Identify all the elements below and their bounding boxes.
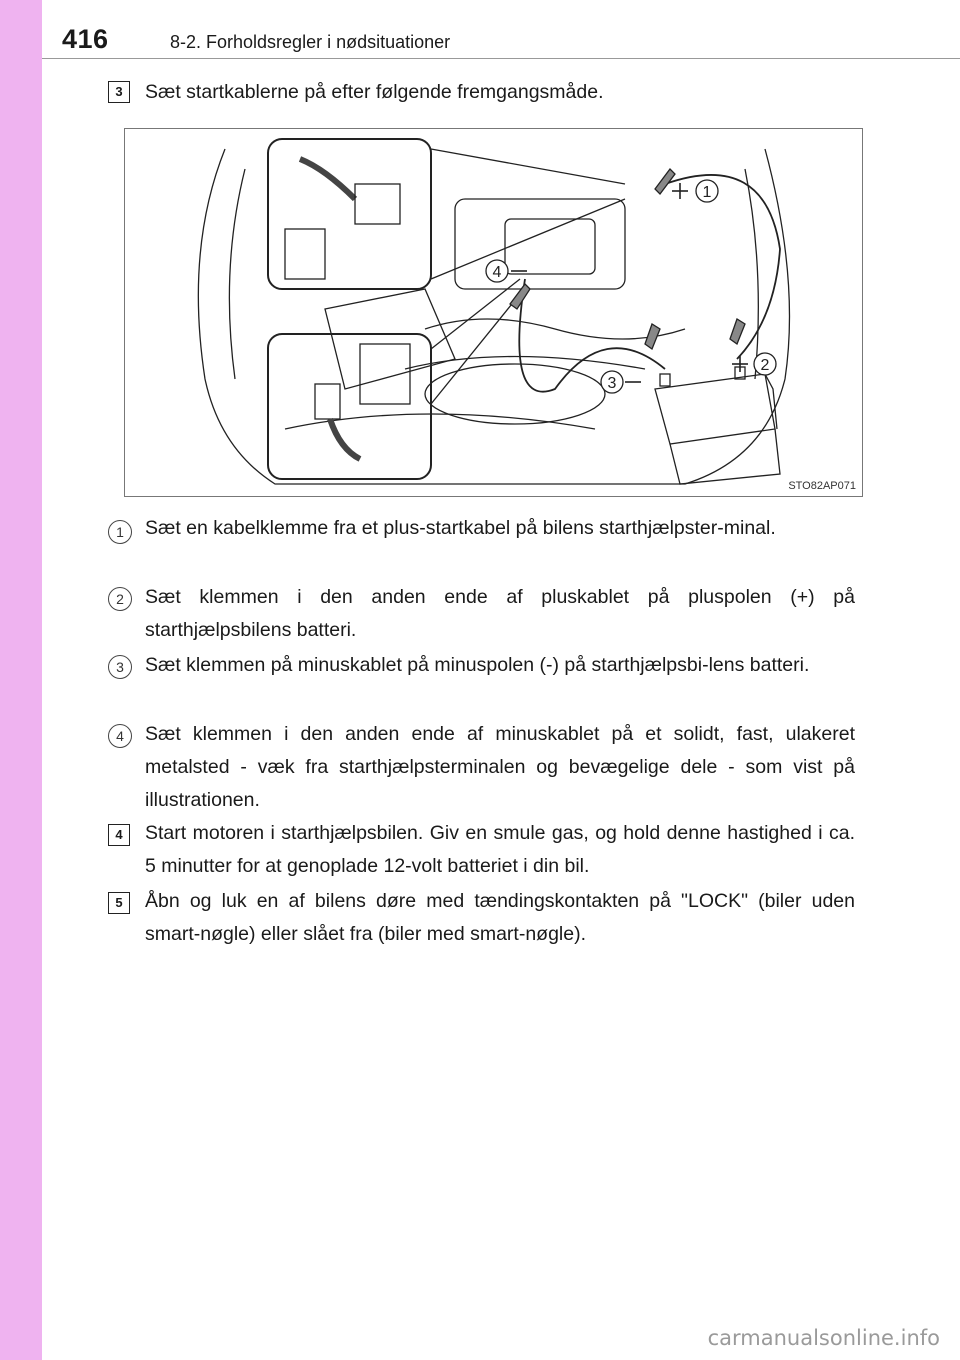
engine-bay-drawing <box>125 129 862 496</box>
callout-2: 2 <box>760 357 770 374</box>
substep-text: Sæt klemmen på minuskablet på minuspolen (-) på starthjælpsbi-lens batteri. <box>145 654 810 676</box>
step-text: Start motoren i starthjælpsbilen. Giv en smule gas, og hold denne hastighed i ca. 5 minutter for at genoplade 12-volt batteriet i din bil. <box>145 822 855 877</box>
step-text: Åbn og luk en af bilens døre med tændingskontakten på "LOCK" (biler uden smart-nøgle) eller slået fra (biler med smart-nøgle). <box>145 890 855 945</box>
substep-text: Sæt klemmen i den anden ende af pluskablet på pluspolen (+) på starthjælpsbilens batteri. <box>145 586 855 641</box>
step-text: Sæt startkablerne på efter følgende fremgangsmåde. <box>145 81 604 103</box>
header-rule <box>42 58 960 59</box>
step-number-badge: 3 <box>108 81 130 103</box>
watermark: carmanualsonline.info <box>707 1326 940 1350</box>
callout-1: 1 <box>702 184 712 201</box>
substep-number-badge: 3 <box>108 655 132 679</box>
substep-text: Sæt klemmen i den anden ende af minuskablet på et solidt, fast, ulakeret metalsted - væk fra starthjælpsterminalen og bevægelige dele - som vist på illustrationen. <box>145 723 855 811</box>
step-number-badge: 4 <box>108 824 130 846</box>
jump-start-illustration <box>124 128 863 497</box>
illustration-code: STO82AP071 <box>788 480 856 492</box>
section-title: 8-2. Forholdsregler i nødsituationer <box>170 32 451 52</box>
substep-number-badge: 1 <box>108 520 132 544</box>
step-number-badge: 5 <box>108 892 130 914</box>
callout-4: 4 <box>492 264 502 281</box>
substep-number-badge: 4 <box>108 724 132 748</box>
callout-3: 3 <box>607 375 617 392</box>
substep-text: Sæt en kabelklemme fra et plus-startkabel på bilens starthjælpster-minal. <box>145 517 776 539</box>
margin-color-strip <box>0 0 42 1360</box>
page-number: 416 <box>62 24 109 54</box>
substep-number-badge: 2 <box>108 587 132 611</box>
